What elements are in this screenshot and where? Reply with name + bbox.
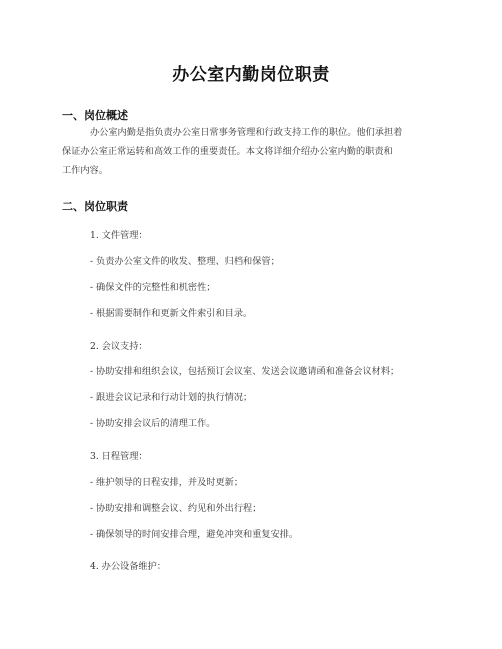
overview-paragraph bbox=[62, 123, 457, 180]
duty-item-1-sub-1: - 负责办公室文件的收发、整理、归档和保管； bbox=[90, 256, 280, 267]
duty-item-1-sub-3: - 根据需要制作和更新文件索引和目录。 bbox=[90, 308, 253, 319]
section-heading-duties: 二、岗位职责 bbox=[62, 200, 128, 213]
duty-item-2-sub-1: - 协助安排和组织会议，包括预订会议室、发送会议邀请函和准备会议材料； bbox=[90, 366, 400, 377]
overview-line-2: 保证办公室正常运转和高效工作的重要责任。本文将详细介绍办公室内勤的职责和 bbox=[62, 146, 393, 157]
duty-item-1-label: 1. 文件管理： bbox=[90, 230, 148, 241]
overview-line-1: 办公室内勤是指负责办公室日常事务管理和行政支持工作的职位。他们承担着 bbox=[90, 127, 403, 138]
overview-line-3: 工作内容。 bbox=[62, 165, 108, 176]
duty-item-3-sub-2: - 协助安排和调整会议、约见和外出行程； bbox=[90, 503, 262, 514]
duty-item-3-sub-3: - 确保领导的时间安排合理，避免冲突和重复安排。 bbox=[90, 529, 299, 540]
duty-item-2-label: 2. 会议支持： bbox=[90, 341, 148, 352]
duty-item-2-sub-3: - 协助安排会议后的清理工作。 bbox=[90, 418, 216, 429]
duty-item-1-sub-2: - 确保文件的完整性和机密性； bbox=[90, 282, 216, 293]
duty-item-2-sub-2: - 跟进会议记录和行动计划的执行情况； bbox=[90, 392, 253, 403]
duty-item-3-label: 3. 日程管理： bbox=[90, 451, 148, 462]
duty-item-4-label: 4. 办公设备维护： bbox=[90, 561, 166, 572]
section-heading-overview: 一、岗位概述 bbox=[62, 109, 128, 122]
duty-item-3-sub-1: - 维护领导的日程安排，并及时更新； bbox=[90, 477, 244, 488]
document-title: 办公室内勤岗位职责 bbox=[172, 65, 330, 85]
